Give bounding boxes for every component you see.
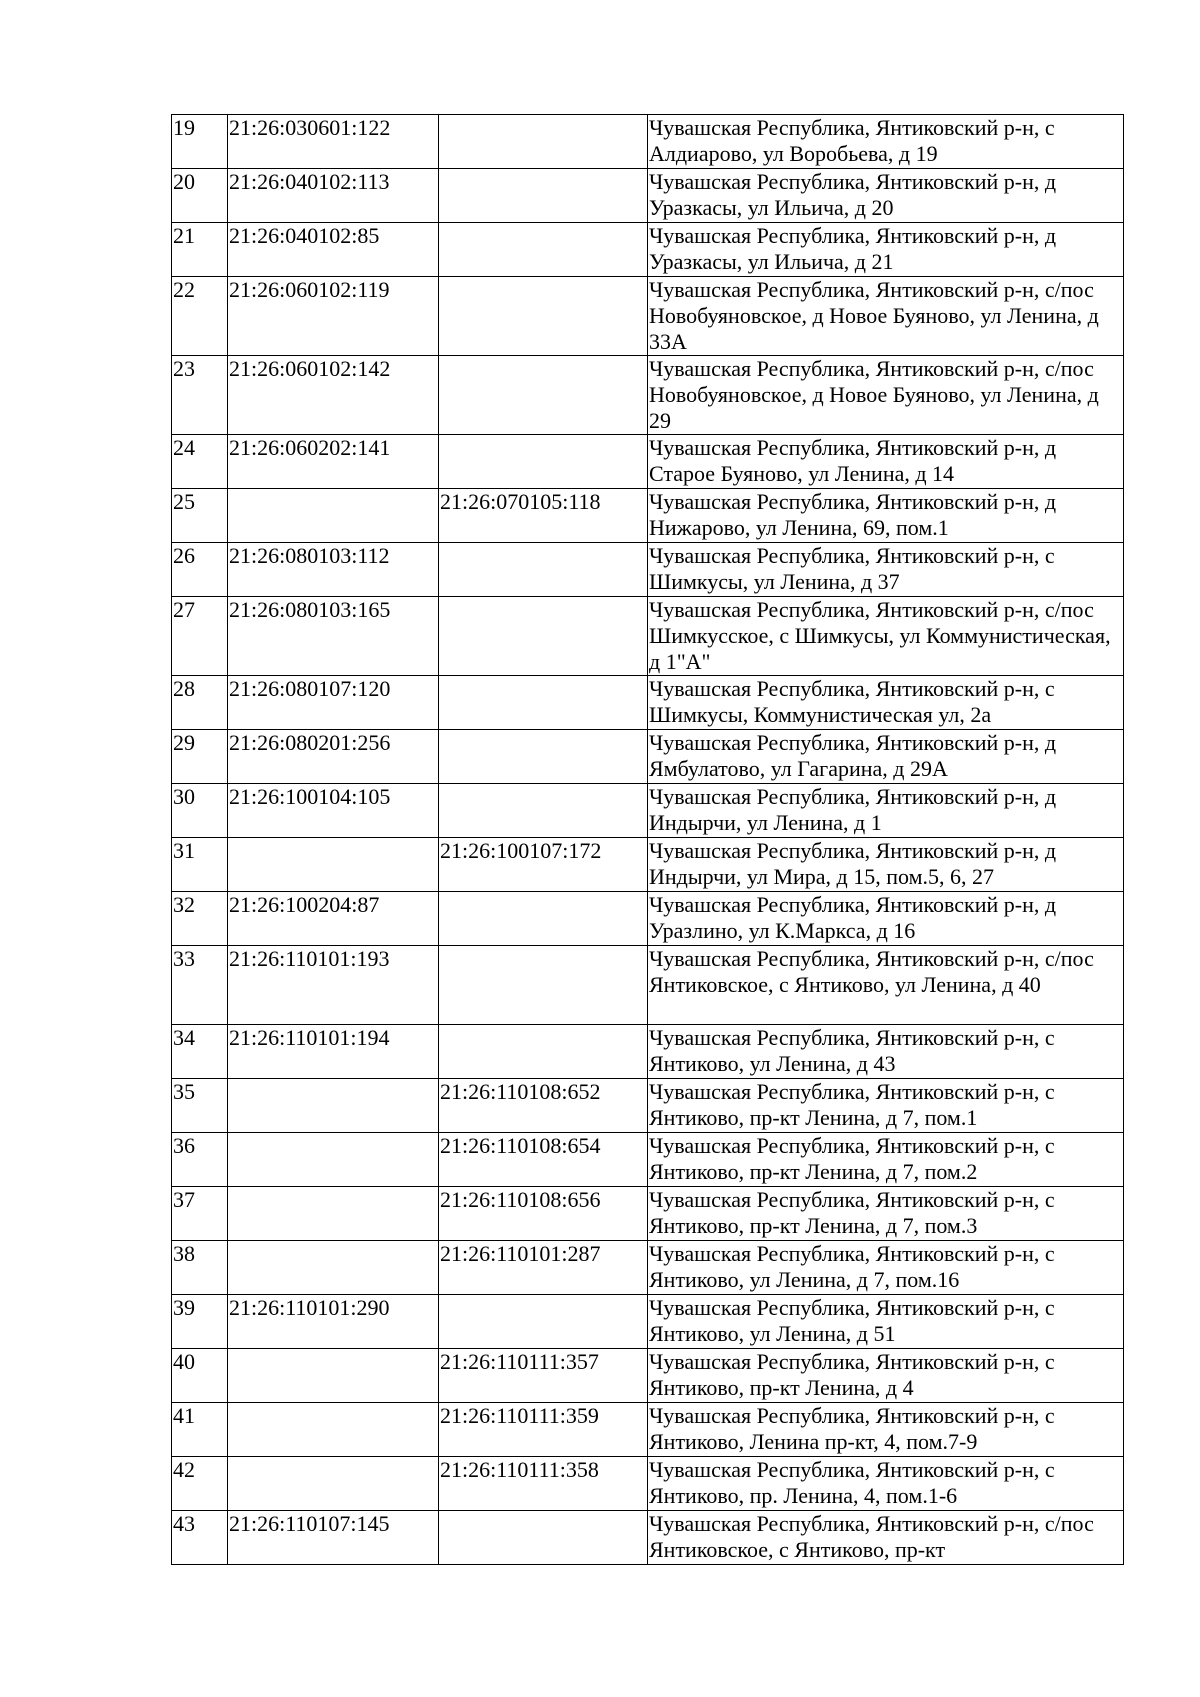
table-row xyxy=(172,892,1124,946)
premises-cadastral-number-cell xyxy=(439,223,648,277)
address-cell: Чувашская Республика, Янтиковский р-н, с/пос Новобуяновское, д Новое Буяново, ул Ленина, д 33А xyxy=(648,277,1124,356)
table-row xyxy=(172,1025,1124,1079)
table-row xyxy=(172,784,1124,838)
cadastral-number-cell: 21:26:060202:141 xyxy=(228,435,439,489)
row-number-cell: 32 xyxy=(172,892,228,946)
cadastral-number-cell: 21:26:110107:145 xyxy=(228,1511,439,1565)
cadastral-number-cell: 21:26:080201:256 xyxy=(228,730,439,784)
address-cell: Чувашская Республика, Янтиковский р-н, с Янтиково, пр-кт Ленина, д 7, пом.2 xyxy=(648,1133,1124,1187)
address-cell: Чувашская Республика, Янтиковский р-н, с Янтиково, пр-кт Ленина, д 4 xyxy=(648,1349,1124,1403)
premises-cadastral-number-cell xyxy=(439,543,648,597)
table-row xyxy=(172,1349,1124,1403)
table-row xyxy=(172,1295,1124,1349)
premises-cadastral-number-cell: 21:26:110111:357 xyxy=(439,1349,648,1403)
premises-cadastral-number-cell: 21:26:110111:359 xyxy=(439,1403,648,1457)
table-row xyxy=(172,169,1124,223)
row-number-cell: 36 xyxy=(172,1133,228,1187)
cadastral-number-cell: 21:26:060102:119 xyxy=(228,277,439,356)
premises-cadastral-number-cell xyxy=(439,277,648,356)
premises-cadastral-number-cell xyxy=(439,676,648,730)
table-row xyxy=(172,277,1124,356)
table-row xyxy=(172,115,1124,169)
row-number-cell: 38 xyxy=(172,1241,228,1295)
premises-cadastral-number-cell xyxy=(439,1295,648,1349)
premises-cadastral-number-cell xyxy=(439,892,648,946)
cadastral-number-cell: 21:26:040102:85 xyxy=(228,223,439,277)
address-cell: Чувашская Республика, Янтиковский р-н, д Нижарово, ул Ленина, 69, пом.1 xyxy=(648,489,1124,543)
table-row xyxy=(172,1187,1124,1241)
address-cell: Чувашская Республика, Янтиковский р-н, д Уразкасы, ул Ильича, д 21 xyxy=(648,223,1124,277)
premises-cadastral-number-cell xyxy=(439,169,648,223)
property-table xyxy=(171,114,1124,1565)
row-number-cell: 37 xyxy=(172,1187,228,1241)
premises-cadastral-number-cell xyxy=(439,115,648,169)
cadastral-number-cell: 21:26:100204:87 xyxy=(228,892,439,946)
cadastral-number-cell xyxy=(228,489,439,543)
table-row xyxy=(172,946,1124,1025)
address-cell: Чувашская Республика, Янтиковский р-н, с Янтиково, Ленина пр-кт, 4, пом.7-9 xyxy=(648,1403,1124,1457)
cadastral-number-cell: 21:26:110101:290 xyxy=(228,1295,439,1349)
row-number-cell: 20 xyxy=(172,169,228,223)
premises-cadastral-number-cell xyxy=(439,946,648,1025)
row-number-cell: 28 xyxy=(172,676,228,730)
cadastral-number-cell: 21:26:100104:105 xyxy=(228,784,439,838)
premises-cadastral-number-cell: 21:26:100107:172 xyxy=(439,838,648,892)
cadastral-number-cell: 21:26:110101:194 xyxy=(228,1025,439,1079)
table-row xyxy=(172,1079,1124,1133)
cadastral-number-cell xyxy=(228,838,439,892)
address-cell: Чувашская Республика, Янтиковский р-н, д Старое Буяново, ул Ленина, д 14 xyxy=(648,435,1124,489)
cadastral-number-cell: 21:26:060102:142 xyxy=(228,356,439,435)
address-cell: Чувашская Республика, Янтиковский р-н, д Ямбулатово, ул Гагарина, д 29А xyxy=(648,730,1124,784)
premises-cadastral-number-cell xyxy=(439,597,648,676)
table-row xyxy=(172,1457,1124,1511)
cadastral-number-cell xyxy=(228,1457,439,1511)
cadastral-number-cell: 21:26:040102:113 xyxy=(228,169,439,223)
table-row xyxy=(172,356,1124,435)
address-cell: Чувашская Республика, Янтиковский р-н, д Индырчи, ул Мира, д 15, пом.5, 6, 27 xyxy=(648,838,1124,892)
premises-cadastral-number-cell xyxy=(439,730,648,784)
premises-cadastral-number-cell xyxy=(439,435,648,489)
address-cell: Чувашская Республика, Янтиковский р-н, д Уразкасы, ул Ильича, д 20 xyxy=(648,169,1124,223)
address-cell: Чувашская Республика, Янтиковский р-н, с Алдиарово, ул Воробьева, д 19 xyxy=(648,115,1124,169)
cadastral-number-cell xyxy=(228,1133,439,1187)
premises-cadastral-number-cell: 21:26:070105:118 xyxy=(439,489,648,543)
premises-cadastral-number-cell: 21:26:110111:358 xyxy=(439,1457,648,1511)
cadastral-number-cell xyxy=(228,1187,439,1241)
address-cell: Чувашская Республика, Янтиковский р-н, с Янтиково, пр-кт Ленина, д 7, пом.1 xyxy=(648,1079,1124,1133)
row-number-cell: 24 xyxy=(172,435,228,489)
table-row xyxy=(172,435,1124,489)
table-row xyxy=(172,489,1124,543)
cadastral-number-cell xyxy=(228,1403,439,1457)
row-number-cell: 41 xyxy=(172,1403,228,1457)
table-row xyxy=(172,1133,1124,1187)
row-number-cell: 27 xyxy=(172,597,228,676)
address-cell: Чувашская Республика, Янтиковский р-н, с Янтиково, пр. Ленина, 4, пом.1-6 xyxy=(648,1457,1124,1511)
table-row xyxy=(172,1403,1124,1457)
cadastral-number-cell: 21:26:080103:112 xyxy=(228,543,439,597)
premises-cadastral-number-cell: 21:26:110108:656 xyxy=(439,1187,648,1241)
row-number-cell: 39 xyxy=(172,1295,228,1349)
address-cell: Чувашская Республика, Янтиковский р-н, с Янтиково, ул Ленина, д 51 xyxy=(648,1295,1124,1349)
cadastral-number-cell: 21:26:080107:120 xyxy=(228,676,439,730)
table-row xyxy=(172,223,1124,277)
premises-cadastral-number-cell xyxy=(439,1511,648,1565)
address-cell: Чувашская Республика, Янтиковский р-н, д Уразлино, ул К.Маркса, д 16 xyxy=(648,892,1124,946)
table-row xyxy=(172,1241,1124,1295)
row-number-cell: 29 xyxy=(172,730,228,784)
row-number-cell: 34 xyxy=(172,1025,228,1079)
row-number-cell: 26 xyxy=(172,543,228,597)
table-row xyxy=(172,1511,1124,1565)
row-number-cell: 31 xyxy=(172,838,228,892)
address-cell: Чувашская Республика, Янтиковский р-н, с Шимкусы, Коммунистическая ул, 2а xyxy=(648,676,1124,730)
premises-cadastral-number-cell: 21:26:110101:287 xyxy=(439,1241,648,1295)
row-number-cell: 40 xyxy=(172,1349,228,1403)
address-cell: Чувашская Республика, Янтиковский р-н, с/пос Янтиковское, с Янтиково, ул Ленина, д 40 xyxy=(648,946,1124,1025)
cadastral-number-cell: 21:26:030601:122 xyxy=(228,115,439,169)
address-cell: Чувашская Республика, Янтиковский р-н, с/пос Новобуяновское, д Новое Буяново, ул Ленина, д 29 xyxy=(648,356,1124,435)
table-body xyxy=(172,115,1124,1565)
cadastral-number-cell: 21:26:080103:165 xyxy=(228,597,439,676)
address-cell: Чувашская Республика, Янтиковский р-н, д Индырчи, ул Ленина, д 1 xyxy=(648,784,1124,838)
address-cell: Чувашская Республика, Янтиковский р-н, с Янтиково, пр-кт Ленина, д 7, пом.3 xyxy=(648,1187,1124,1241)
row-number-cell: 21 xyxy=(172,223,228,277)
row-number-cell: 43 xyxy=(172,1511,228,1565)
address-cell: Чувашская Республика, Янтиковский р-н, с/пос Шимкусское, с Шимкусы, ул Коммунистическая, д 1"А" xyxy=(648,597,1124,676)
table-row xyxy=(172,838,1124,892)
row-number-cell: 35 xyxy=(172,1079,228,1133)
row-number-cell: 33 xyxy=(172,946,228,1025)
row-number-cell: 22 xyxy=(172,277,228,356)
cadastral-number-cell: 21:26:110101:193 xyxy=(228,946,439,1025)
address-cell: Чувашская Республика, Янтиковский р-н, с/пос Янтиковское, с Янтиково, пр-кт xyxy=(648,1511,1124,1565)
cadastral-number-cell xyxy=(228,1349,439,1403)
table-row xyxy=(172,543,1124,597)
premises-cadastral-number-cell xyxy=(439,1025,648,1079)
row-number-cell: 23 xyxy=(172,356,228,435)
row-number-cell: 25 xyxy=(172,489,228,543)
cadastral-number-cell xyxy=(228,1079,439,1133)
row-number-cell: 19 xyxy=(172,115,228,169)
premises-cadastral-number-cell: 21:26:110108:652 xyxy=(439,1079,648,1133)
table-row xyxy=(172,676,1124,730)
premises-cadastral-number-cell xyxy=(439,356,648,435)
row-number-cell: 30 xyxy=(172,784,228,838)
address-cell: Чувашская Республика, Янтиковский р-н, с Шимкусы, ул Ленина, д 37 xyxy=(648,543,1124,597)
address-cell: Чувашская Республика, Янтиковский р-н, с Янтиково, ул Ленина, д 43 xyxy=(648,1025,1124,1079)
address-cell: Чувашская Республика, Янтиковский р-н, с Янтиково, ул Ленина, д 7, пом.16 xyxy=(648,1241,1124,1295)
premises-cadastral-number-cell: 21:26:110108:654 xyxy=(439,1133,648,1187)
table-row xyxy=(172,597,1124,676)
row-number-cell: 42 xyxy=(172,1457,228,1511)
premises-cadastral-number-cell xyxy=(439,784,648,838)
cadastral-number-cell xyxy=(228,1241,439,1295)
table-row xyxy=(172,730,1124,784)
